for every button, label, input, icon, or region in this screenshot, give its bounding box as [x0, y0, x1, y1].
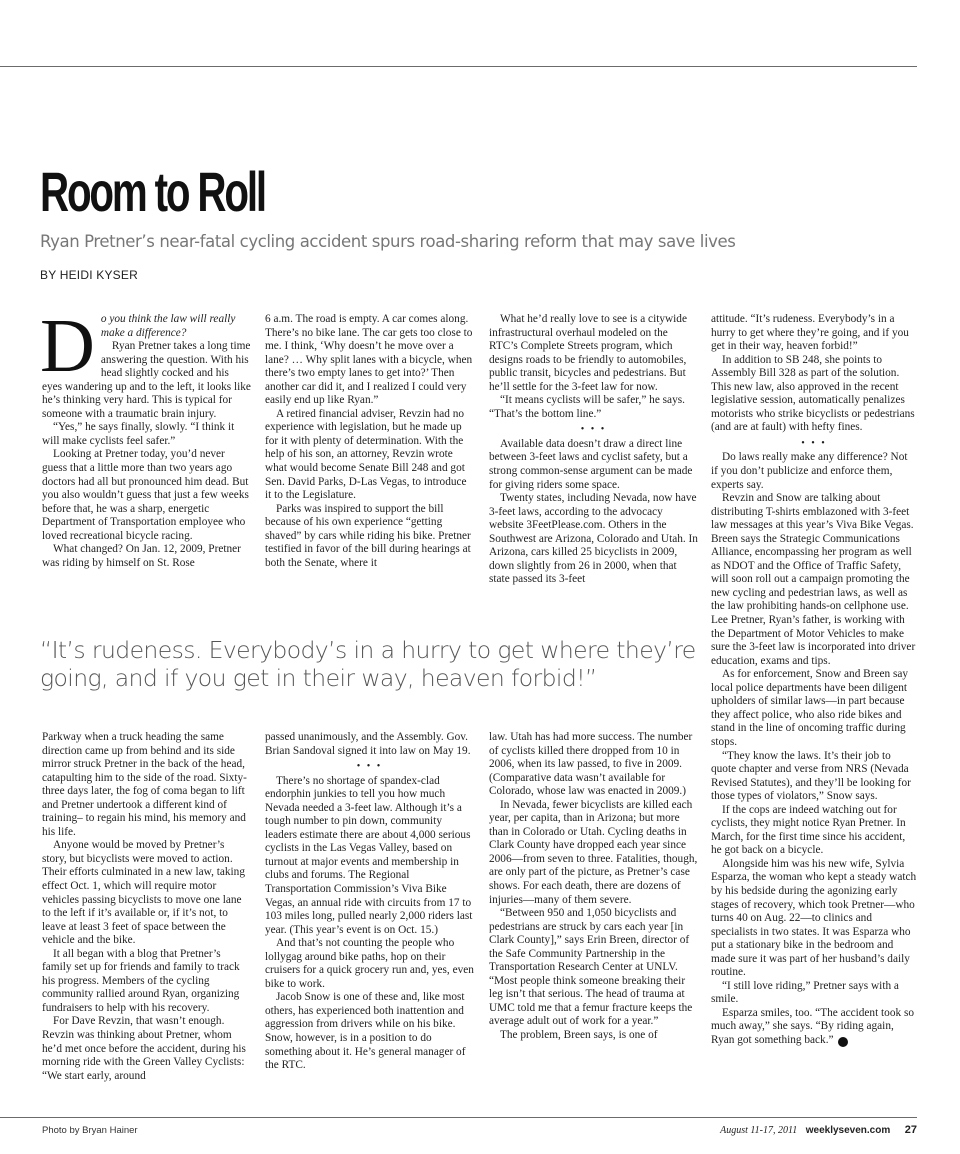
paragraph	[42, 1015, 251, 1083]
paragraph-group	[42, 731, 251, 1083]
intro-question: o you think the law will really make a difference?	[100, 313, 236, 339]
paragraph	[42, 448, 251, 543]
paragraph	[489, 799, 698, 907]
paragraph	[711, 668, 917, 749]
paragraph-text: The problem, Breen says, is one of	[500, 1029, 658, 1042]
deck: Ryan Pretner’s near-fatal cycling accident spurs road-sharing reform that may save lives	[40, 232, 736, 251]
drop-cap: D	[40, 304, 95, 388]
column-4	[711, 313, 917, 1048]
paragraph-group	[489, 731, 698, 1043]
paragraph-group	[489, 438, 698, 587]
paragraph-text: As for enforcement, Snow and Breen say local police departments have been diligent upholders of similar laws—in part because they affect police, who also ride bikes and stand in the line of oncoming traffic during stops.	[711, 668, 909, 748]
paragraph-group	[711, 451, 917, 1047]
paragraph-text: It all began with a blog that Pretner’s family set up for friends and family to track his progress. Members of the cycling community rallied around Ryan, organizing fundraisers to help with his recovery.	[42, 947, 240, 1014]
paragraph	[42, 731, 251, 839]
paragraph-text: Esparza smiles, too. “The accident took so much away,” she says. “By riding again, Ryan got something back.”	[711, 1006, 914, 1046]
section-separator: • • •	[356, 761, 383, 773]
column-1-top	[40, 304, 251, 570]
paragraph-text: attitude. “It’s rudeness. Everybody’s in a hurry to get where they’re going, and if you get in their way, heaven forbid!”	[711, 313, 909, 353]
column-3-bottom	[489, 731, 698, 1043]
paragraph	[711, 354, 917, 435]
paragraph	[489, 1029, 698, 1043]
paragraph-group	[489, 313, 698, 421]
paragraph	[265, 313, 474, 408]
paragraph	[711, 492, 917, 668]
paragraph-group	[265, 775, 474, 1073]
paragraph-text: For Dave Revzin, that wasn’t enough. Revzin was thinking about Pretner, whom he’d met once before the accident, during his morning ride with the Green Valley Cyclists: “We start early, around	[42, 1015, 246, 1082]
paragraph	[265, 775, 474, 938]
paragraph-text: Parkway when a truck heading the same direction came up from behind and its side mirror struck Pretner in the back of the head, catapulting him to the side of the road. Sixty-three days later, the fog of coma began to lift and Pretner undertook a different kind of training– to regain his mind, his memory and his life.	[42, 731, 247, 838]
paragraph	[265, 991, 474, 1072]
paragraph-text: “I still love riding,” Pretner says with a smile.	[711, 979, 899, 1006]
section-separator: • • •	[580, 424, 607, 436]
paragraph-text: “Between 950 and 1,050 bicyclists and pedestrians are struck by cars each year [in Clark County],” says Erin Breen, director of the Safe Community Partnership in the Transportation Research Center at UNLV. “Most people think someone breaking their leg isn’t that serious. The head of trauma at UMC told me that a femur fracture keeps the average adult out of work for a year.”	[489, 907, 693, 1028]
paragraph-text: law. Utah has had more success. The number of cyclists killed there dropped from 10 in 2006, when its law passed, to five in 2009. (Comparative data wasn’t available for Colorado, whose law was enacted in 2009.)	[489, 731, 693, 798]
paragraph-text: Jacob Snow is one of these and, like most others, has experienced both inattention and aggression from drivers while on his bike. Snow, however, is in a position to do something about it. He’s general manager of the RTC.	[265, 991, 466, 1072]
byline: BY HEIDI KYSER	[40, 268, 138, 282]
paragraph-text: Ryan Pretner takes a long time answering the question. With his head slightly cocked and his eyes wandering up and to the left, it looks like he’s thinking very hard. This is typical for someone with a traumatic brain injury.	[42, 340, 251, 420]
paragraph	[489, 313, 698, 394]
paragraph-group	[265, 731, 474, 758]
column-2-top	[265, 313, 474, 570]
column-3-top	[489, 313, 698, 587]
paragraph-text: Parks was inspired to support the bill because of his own experience “getting shaved” by cars while riding his bike. Pretner testified in favor of the bill during hearings at both the Senate, where it	[265, 502, 471, 569]
paragraph	[265, 731, 474, 758]
paragraph	[265, 937, 474, 991]
section-separator: • • •	[801, 437, 827, 449]
paragraph-text: In addition to SB 248, she points to Assembly Bill 328 as part of the solution. This new law, also approved in the recent legislative session, automatically penalizes motorists who strike bicyclists or pedestrians (and are at fault) with hefty fines.	[711, 353, 915, 434]
paragraph-text: What changed? On Jan. 12, 2009, Pretner was riding by himself on St. Rose	[42, 543, 241, 569]
pull-quote: “It’s rudeness. Everybody’s in a hurry to get where they’re going, and if you get in their way, heaven forbid!”	[40, 636, 696, 692]
paragraph-group	[265, 313, 474, 570]
paragraph-text: “Yes,” he says finally, slowly. “I think it will make cyclists feel safer.”	[42, 421, 235, 447]
paragraph-text: And that’s not counting the people who lollygag around bike paths, hop on their cruisers for a quick grocery run and, yes, even bike to work.	[265, 937, 474, 990]
paragraph	[42, 948, 251, 1016]
paragraph-text: Looking at Pretner today, you’d never guess that a little more than two years ago doctors had all but pronounced him dead. But you also wouldn’t guess that just a few weeks before that, he was a sharp, energetic Department of Transportation employee who loved recreational bicycle racing.	[42, 448, 249, 542]
folio	[720, 1124, 917, 1136]
website: weeklyseven.com	[805, 1125, 891, 1136]
footer-rule	[0, 1117, 917, 1118]
paragraph-text: There’s no shortage of spandex-clad endorphin junkies to tell you how much Nevada needed a 3-feet law. Although it’s a tough number to pin down, community leaders estimate there are about 4,000 serious cyclists in the Las Vegas Valley, based on turnout at major events and membership in clubs and forums. The Regional Transportation Commission’s Viva Bike Vegas, an annual ride with circuits from 17 to 103 miles long, pulled nearly 2,000 riders last year. (This year’s event is on Oct. 15.)	[265, 774, 473, 936]
paragraph	[489, 438, 698, 492]
paragraph	[42, 543, 251, 570]
paragraph	[265, 503, 474, 571]
paragraph	[711, 451, 917, 492]
column-1-bottom	[42, 731, 251, 1083]
column-2-bottom	[265, 731, 474, 1073]
paragraph-text: A retired financial adviser, Revzin had no experience with legislation, but he made up for it with plenty of determination. With the help of his son, an attorney, Revzin wrote what would become Senate Bill 248 and got Sen. David Parks, D-Las Vegas, to introduce it to the Legislature.	[265, 407, 467, 502]
paragraph	[711, 980, 917, 1007]
paragraph	[265, 408, 474, 503]
paragraph-text: What he’d really love to see is a citywide infrastructural overhaul modeled on the RTC’s Complete Streets program, which designs roads to be friendly to automobiles, public transit, bicycles and pedestrians. But he’ll settle for the 3-feet law for now.	[489, 313, 687, 393]
end-mark-icon: 7	[838, 1037, 848, 1047]
top-rule	[0, 66, 917, 67]
paragraph-text: Available data doesn’t draw a direct line between 3-feet laws and cyclist safety, but a strong common-sense argument can be made for giving riders some space.	[489, 437, 693, 491]
paragraph-text: 6 a.m. The road is empty. A car comes along. There’s no bike lane. The car gets too close to me. I think, ‘Why doesn’t he move over a lane? … Why split lanes with a bicycle, when there’s two empty lanes to get into?’ Then another car did it, and I realized I could very easily end up like Ryan.”	[265, 313, 473, 407]
paragraph-text: passed unanimously, and the Assembly. Gov. Brian Sandoval signed it into law on May 19.	[265, 731, 471, 757]
paragraph	[42, 421, 251, 448]
paragraph	[711, 858, 917, 980]
paragraph	[489, 394, 698, 421]
paragraph	[489, 731, 698, 799]
paragraph-text: “It means cyclists will be safer,” he says. “That’s the bottom line.”	[489, 394, 685, 420]
issue-date: August 11-17, 2011	[720, 1125, 798, 1136]
paragraph-text: Alongside him was his new wife, Sylvia Esparza, the woman who kept a steady watch by his bedside during the agonizing early stages of recovery, which took Pretner—who turns 40 on Aug. 22—to clinics and specialists in two states. It was Esparza who put a stationary bike in the bedroom and made sure it was part of her husband’s daily routine.	[711, 857, 917, 979]
paragraph	[711, 750, 917, 804]
paragraph	[489, 492, 698, 587]
paragraph	[711, 804, 917, 858]
paragraph	[489, 907, 698, 1029]
paragraph-text: “They know the laws. It’s their job to quote chapter and verse from NRS (Nevada Revised Statutes), and they’ll be looking for those types of violators,” Snow says.	[711, 749, 911, 803]
paragraph-text: If the cops are indeed watching out for cyclists, they might notice Ryan Pretner. In March, for the first time since his accident, he got back on a bicycle.	[711, 803, 906, 857]
paragraph-text: In Nevada, fewer bicyclists are killed each year, per capita, than in Arizona; but more than in Colorado or Utah. Cycling deaths in Clark County have dropped each year since 2006—from seven to three. Fatalities, though, are only part of the picture, as Pretner’s case shows. For each death, there are dozens of injuries—many of them severe.	[489, 798, 698, 906]
paragraph-text: Anyone would be moved by Pretner’s story, but bicyclists were moved to action. Their efforts culminated in a new law, taking effect Oct. 1, which will require motor vehicles passing bicyclists to move one lane to the left if it’s available or, if it’s not, to leave at least 3 feet of space between the vehicle and the bike.	[42, 839, 245, 947]
paragraph	[711, 313, 917, 354]
paragraph-text: Revzin and Snow are talking about distributing T-shirts emblazoned with 3-feet law messages at this year’s Viva Bike Vegas. Breen says the Strategic Communications Alliance, encompassing her program as well as NDOT and the Office of Traffic Safety, will soon roll out a campaign promoting the new cycling and pedestrian laws, as well as the law prohibiting hands-on cellphone use. Lee Pretner, Ryan’s father, is working with the Department of Motor Vehicles to make sure the 3-feet law is incorporated into driver education, exams and tips.	[711, 492, 916, 667]
page-number: 27	[904, 1124, 917, 1136]
paragraph	[42, 839, 251, 947]
paragraph-text: Twenty states, including Nevada, now have 3-feet laws, according to the advocacy website 3FeetPlease.com. Others in the Southwest are Arizona, Colorado and Utah. In Arizona, cars killed 25 bicyclists in 2009, down slightly from 26 in 2000, when that state passed its 3-feet	[489, 492, 698, 586]
headline: Room to Roll	[40, 160, 265, 223]
paragraph-group	[711, 313, 917, 435]
paragraph-text: Do laws really make any difference? Not if you don’t publicize and enforce them, experts say.	[711, 451, 908, 491]
paragraph	[711, 1007, 917, 1048]
photo-credit: Photo by Bryan Hainer	[42, 1125, 138, 1136]
